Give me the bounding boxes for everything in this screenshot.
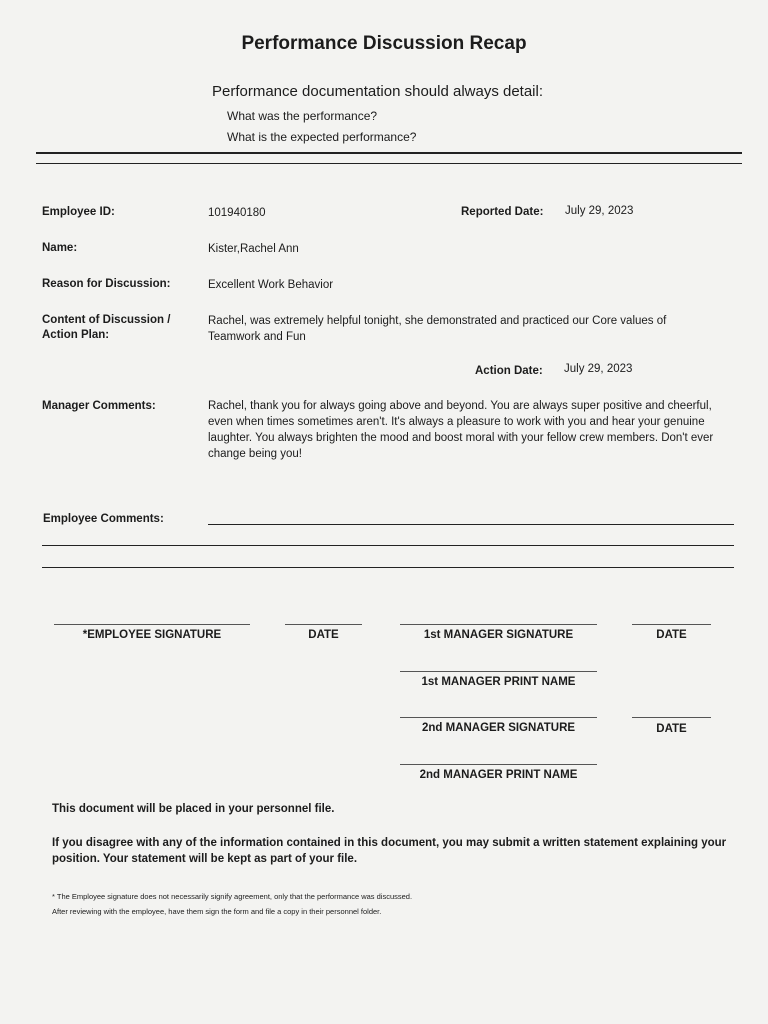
manager1-print-label: 1st MANAGER PRINT NAME	[421, 676, 576, 688]
action-date-label: Action Date:	[475, 365, 543, 377]
question-2: What is the expected performance?	[227, 130, 417, 144]
documentation-subtitle: Performance documentation should always detail:	[212, 83, 544, 100]
reported-date-value: July 29, 2023	[565, 205, 634, 217]
manager2-print-label: 2nd MANAGER PRINT NAME	[419, 769, 578, 781]
reason-value: Excellent Work Behavior	[208, 279, 334, 291]
manager-comments-value: Rachel, thank you for always going above and beyond. You are always super positive and cheerful, even when times sometimes aren't. It's always a pleasure to work with you and hear your genuine laughter. You always brighten the mood and boost moral with your fellow crew members. Don't ever change being you!	[208, 400, 714, 460]
header-rule-top	[36, 152, 742, 154]
header-rule-bottom	[36, 163, 742, 164]
date-label-1: DATE	[308, 629, 339, 641]
employee-id-label: Employee ID:	[42, 206, 115, 218]
manager-comments-label: Manager Comments:	[42, 400, 156, 412]
content-value: Rachel, was extremely helpful tonight, she demonstrated and practiced our Core values of Teamwork and Fun	[208, 315, 667, 343]
personnel-file-notice: This document will be placed in your personnel file.	[52, 803, 335, 815]
employee-comments-line-1	[208, 524, 734, 525]
reported-date-label: Reported Date:	[461, 206, 544, 218]
manager1-signature-line	[400, 624, 597, 625]
reason-label: Reason for Discussion:	[42, 278, 171, 290]
employee-signature-label: *EMPLOYEE SIGNATURE	[82, 629, 222, 641]
name-value: Kister,Rachel Ann	[208, 243, 299, 255]
filing-footnote: After reviewing with the employee, have them sign the form and file a copy in their personnel folder.	[52, 907, 382, 916]
signature-footnote: * The Employee signature does not necessarily signify agreement, only that the performance was discussed.	[52, 892, 413, 901]
date-line-3	[632, 717, 711, 718]
manager2-signature-label: 2nd MANAGER SIGNATURE	[421, 722, 576, 734]
content-label-line2: Action Plan:	[42, 329, 110, 341]
question-1: What was the performance?	[227, 109, 378, 123]
employee-comments-label: Employee Comments:	[43, 513, 164, 525]
page-title: Performance Discussion Recap	[241, 33, 527, 54]
content-label-line1: Content of Discussion /	[42, 314, 171, 326]
date-line-1	[285, 624, 362, 625]
disagreement-notice: If you disagree with any of the information contained in this document, you may submit a written statement explaining your position. Your statement will be kept as part of your file.	[52, 837, 727, 865]
date-line-2	[632, 624, 711, 625]
manager2-print-line	[400, 764, 597, 765]
date-label-2: DATE	[656, 629, 687, 641]
manager1-print-line	[400, 671, 597, 672]
employee-comments-line-3	[42, 567, 734, 568]
manager1-signature-label: 1st MANAGER SIGNATURE	[423, 629, 574, 641]
employee-signature-line	[54, 624, 250, 625]
date-label-3: DATE	[656, 723, 687, 735]
employee-comments-line-2	[42, 545, 734, 546]
name-label: Name:	[42, 242, 78, 254]
action-date-value: July 29, 2023	[564, 363, 633, 375]
manager2-signature-line	[400, 717, 597, 718]
employee-id-value: 101940180	[208, 207, 266, 219]
